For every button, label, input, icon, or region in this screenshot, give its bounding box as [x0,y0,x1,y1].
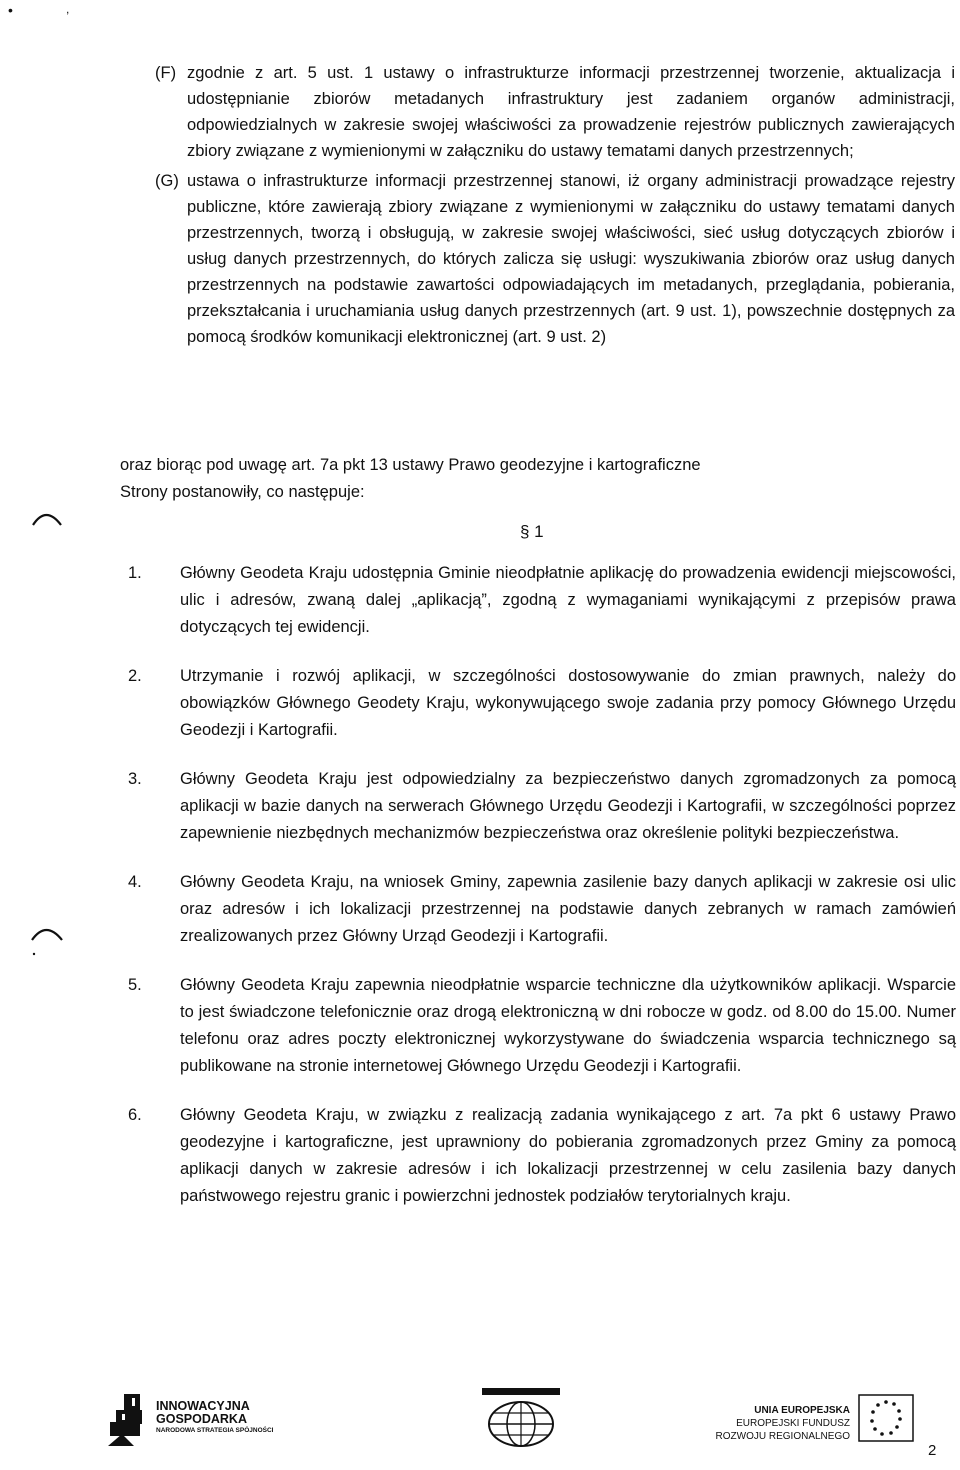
provision-item [128,1102,956,1210]
recital-label: (F) [155,64,177,82]
provision-number: 6. [128,1106,142,1124]
closing-line: Strony postanowiły, co następuje: [120,483,365,501]
provision-text: Główny Geodeta Kraju zapewnia nieodpłatnie wsparcie techniczne dla użytkowników aplikacji. Wsparcie to jest świadczone telefonicznie oraz drogą elektroniczną w dni robocze w godz. od 8.00 do 15.00. Numer telefonu oraz adres poczty elektronicznej wykorzystywane do świadczenia wsparcia technicznego są publikowane na stronie internetowej Głównego Urzędu Geodezji i Kartografii. [180,976,956,1075]
recital-text: zgodnie z art. 5 ust. 1 ustawy o infrastrukturze informacji przestrzennej tworzenie, aktualizacja i udostępnianie zbiorów metadanych infrastruktury jest zadaniem organów administracji, odpowiedzialnych w zakresie swojej właściwości za prowadzenie rejestrów publicznych zawierających zbiory związane z wymienionymi w załączniku do ustawy tematami danych przestrzennych; [187,64,955,160]
provision-number: 1. [128,564,142,582]
eu-flag-icon [858,1394,914,1442]
provision-number: 3. [128,770,142,788]
scan-comma-mark: , [66,2,70,16]
eu-logo-text: UNIA EUROPEJSKA EUROPEJSKI FUNDUSZ ROZWOJU REGIONALNEGO [715,1405,850,1442]
provision-number: 2. [128,667,142,685]
provision-text: Główny Geodeta Kraju udostępnia Gminie nieodpłatnie aplikację do prowadzenia ewidencji miejscowości, ulic i adresów, zwaną dalej „aplikacją”, zgodną z wymaganiami wynikającymi z przepisów prawa dotyczących tej ewidencji. [180,564,956,636]
recitals-list [155,60,955,354]
recital-text: ustawa o infrastrukturze informacji przestrzennej stanowi, iż organy administracji prowadzące rejestry publiczne, które zawierają zbiory związane z wymienionymi w załączniku do ustawy tematami danych przestrzennych, tworzą i obsługują, w zakresie swojej właściwości, sieć usług dotyczących zbiorów i usług danych przestrzennych, do których zalicza się usługi: wyszukiwania zbiorów oraz usług danych przestrzennych na podstawie zawartości odpowiadających im metadanych, przeglądania, pobierania, przekształcania i uruchamiania usług danych przestrzennych (art. 9 ust. 1), powszechnie dostępnych za pomocą środków komunikacji elektronicznej (art. 9 ust. 2) [187,172,955,346]
provision-item [128,663,956,744]
section-heading: § 1 [520,522,544,541]
provision-item [128,766,956,847]
provisions-list [128,560,956,1232]
innowacyjna-gospodarka-logo-icon [108,1394,150,1446]
recital-item [155,60,955,164]
recital-label: (G) [155,172,179,190]
scan-dot-mark: • [8,2,13,18]
provision-item [128,869,956,950]
provision-text: Główny Geodeta Kraju jest odpowiedzialny za bezpieczeństwo danych zgromadzonych za pomocą aplikacji w bazie danych na serwerach Głównego Urzędu Geodezji i Kartografii, w szczególności poprzez zapewnienie niezbędnych mechanizmów bezpieczeństwa oraz określenie polityki bezpieczeństwa. [180,770,956,842]
globe-emblem-icon [478,1388,564,1450]
provision-number: 5. [128,976,142,994]
page-number: 2 [928,1442,937,1459]
footer-logos [0,1380,960,1470]
margin-punch-mark [28,918,66,958]
innowacyjna-logo-text: INNOWACYJNA GOSPODARKA NARODOWA STRATEGIA SPÓJNOŚCI [156,1399,274,1434]
provision-text: Główny Geodeta Kraju, na wniosek Gminy, zapewnia zasilenie bazy danych aplikacji w zakresie osi ulic oraz adresów i ich lokalizacji przestrzennej na podstawie danych zebranych w ramach zamówień zrealizowanych przez Główny Urząd Geodezji i Kartografii. [180,873,956,945]
margin-punch-mark [30,505,64,529]
provision-text: Główny Geodeta Kraju, w związku z realizacją zadania wynikającego z art. 7a pkt 6 ustawy Prawo geodezyjne i kartograficzne, jest uprawniony do pobierania zgromadzonych przez Gminy za pomocą aplikacji danych w zakresie adresów i ich lokalizacji przestrzennej w celu zasilenia bazy danych państwowego rejestru granic i powierzchni jednostek podziałów terytorialnych kraju. [180,1106,956,1205]
recital-item [155,168,955,350]
closing-line: oraz biorąc pod uwagę art. 7a pkt 13 ustawy Prawo geodezyjne i kartograficzne [120,456,701,474]
provision-item [128,560,956,641]
provision-text: Utrzymanie i rozwój aplikacji, w szczególności dostosowywanie do zmian prawnych, należy do obowiązków Głównego Geodety Kraju, wykonywującego swoje zadania przy pomocy Głównego Urzędu Geodezji i Kartografii. [180,667,956,739]
closing-statement [120,452,940,506]
provision-number: 4. [128,873,142,891]
provision-item [128,972,956,1080]
